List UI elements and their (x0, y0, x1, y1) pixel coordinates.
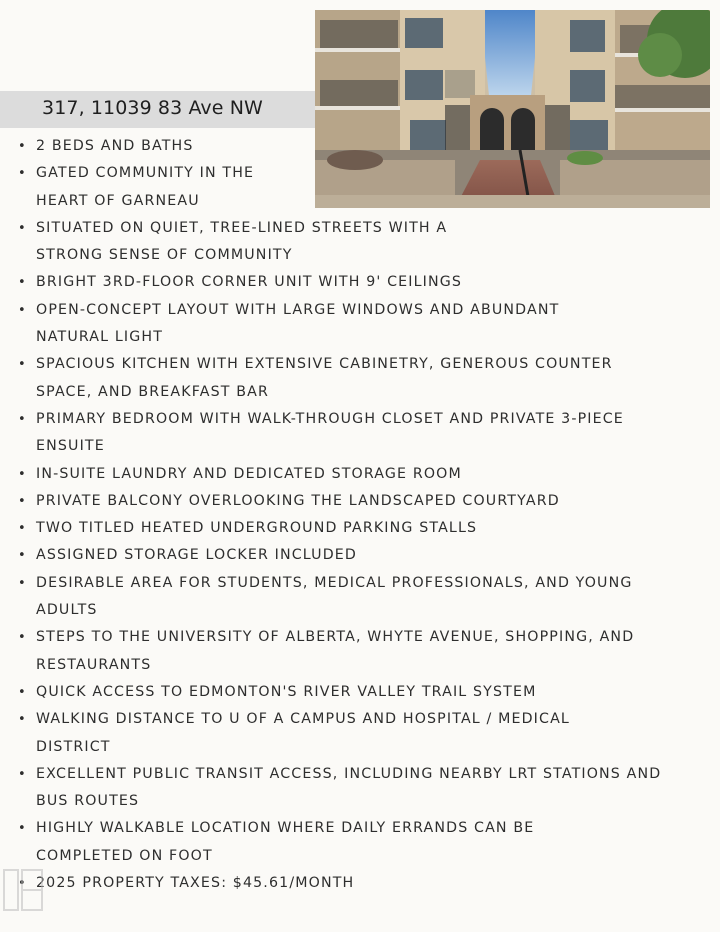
feature-item: • 2025 PROPERTY TAXES: $45.61/MONTH (18, 870, 708, 897)
feature-item: • HIGHLY WALKABLE LOCATION WHERE DAILY ERRANDS CAN BE COMPLETED ON FOOT (18, 815, 596, 870)
feature-item: • ASSIGNED STORAGE LOCKER INCLUDED (18, 542, 708, 569)
feature-item: • SITUATED ON QUIET, TREE-LINED STREETS WITH A STRONG SENSE OF COMMUNITY (18, 215, 456, 270)
feature-item: • IN-SUITE LAUNDRY AND DEDICATED STORAGE ROOM (18, 461, 708, 488)
feature-item: • 2 BEDS AND BATHS (18, 133, 708, 160)
feature-item: • STEPS TO THE UNIVERSITY OF ALBERTA, WHYTE AVENUE, SHOPPING, AND RESTAURANTS (18, 624, 686, 679)
feature-item: • SPACIOUS KITCHEN WITH EXTENSIVE CABINETRY, GENEROUS COUNTER SPACE, AND BREAKFAST BAR (18, 351, 661, 406)
feature-item: • WALKING DISTANCE TO U OF A CAMPUS AND HOSPITAL / MEDICAL DISTRICT (18, 706, 626, 761)
feature-item: • TWO TITLED HEATED UNDERGROUND PARKING STALLS (18, 515, 708, 542)
listing-address: 317, 11039 83 Ave NW (42, 97, 263, 119)
feature-item: • PRIMARY BEDROOM WITH WALK-THROUGH CLOSET AND PRIVATE 3-PIECE ENSUITE (18, 406, 676, 461)
feature-item: • BRIGHT 3RD-FLOOR CORNER UNIT WITH 9' CEILINGS (18, 269, 708, 296)
feature-item: • EXCELLENT PUBLIC TRANSIT ACCESS, INCLUDING NEARBY LRT STATIONS AND BUS ROUTES (18, 761, 686, 816)
watermark-logo-icon (2, 866, 46, 916)
feature-item: • QUICK ACCESS TO EDMONTON'S RIVER VALLEY TRAIL SYSTEM (18, 679, 708, 706)
feature-item: • DESIRABLE AREA FOR STUDENTS, MEDICAL PROFESSIONALS, AND YOUNG ADULTS (18, 570, 686, 625)
feature-item: • GATED COMMUNITY IN THE HEART OF GARNEAU (18, 160, 281, 215)
feature-item: • PRIVATE BALCONY OVERLOOKING THE LANDSCAPED COURTYARD (18, 488, 708, 515)
feature-item: • OPEN-CONCEPT LAYOUT WITH LARGE WINDOWS AND ABUNDANT NATURAL LIGHT (18, 297, 606, 352)
feature-list (18, 133, 708, 897)
